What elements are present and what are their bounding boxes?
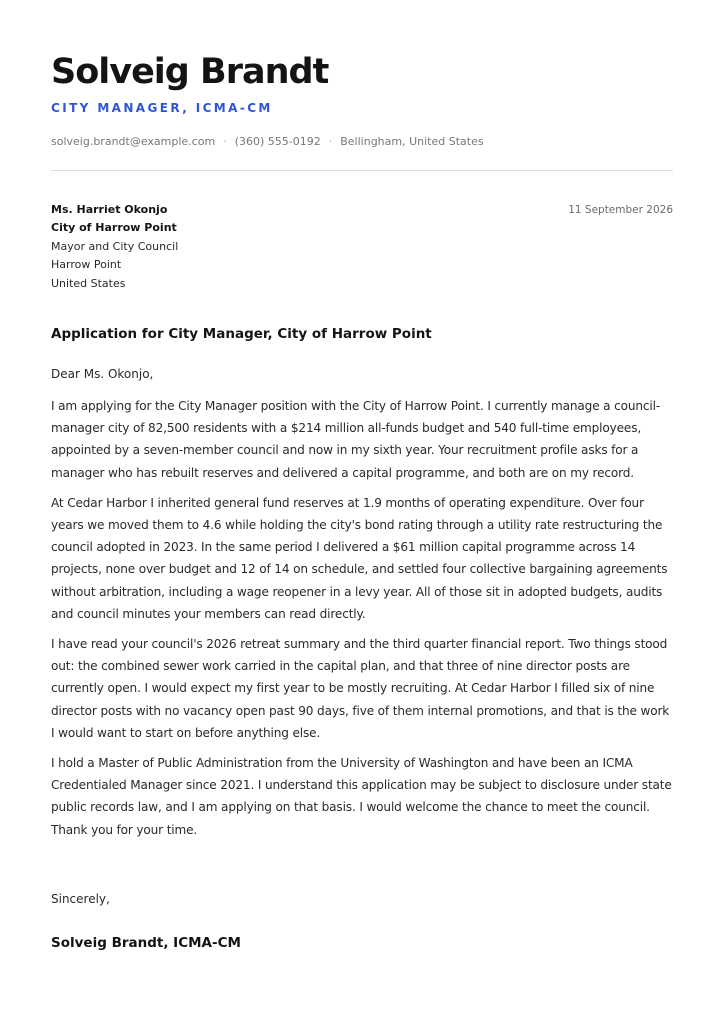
salutation: Dear Ms. Okonjo, bbox=[51, 367, 154, 381]
contact-location: Bellingham, United States bbox=[340, 135, 484, 148]
contact-separator: · bbox=[328, 135, 333, 148]
closing: Sincerely, bbox=[51, 892, 110, 906]
contact-phone[interactable]: (360) 555-0192 bbox=[234, 135, 321, 148]
body-paragraph: At Cedar Harbor I inherited general fund reserves at 1.9 months of operating expenditure. Over four years we moved them to 4.6 while holding the city's bond rating through a utility rate restructuring the council adopted in 2023. In the same period I delivered a $61 million capital programme across 14 projects, none over budget and 12 of 14 on schedule, and settled four collective bargaining agreements without arbitration, including a wage reopener in a levy year. All of those sit in adopted budgets, audits and council minutes your members can read directly. bbox=[51, 495, 668, 621]
body-paragraph: I am applying for the City Manager position with the City of Harrow Point. I currently manage a council-manager city of 82,500 residents with a $214 million all-funds budget and 540 full-time employees, appointed by a seven-member council and now in my sixth year. Your recruitment profile asks for a manager who has rebuilt reserves and delivered a capital programme, and both are on my record. bbox=[51, 399, 661, 480]
cover-letter-page bbox=[51, 0, 673, 1024]
body-paragraph: I hold a Master of Public Administration from the University of Washington and have been an ICMA Credentialed Manager since 2021. I understand this application may be subject to disclosure under state public records law, and I am applying on that basis. I would welcome the chance to meet the council. Thank you for your time. bbox=[51, 756, 672, 837]
recipient-country: United States bbox=[51, 276, 126, 290]
letter-subject: Application for City Manager, City of Harrow Point bbox=[51, 326, 432, 342]
recipient-address bbox=[51, 201, 178, 293]
signature: Solveig Brandt, ICMA-CM bbox=[51, 935, 241, 951]
header-divider bbox=[51, 170, 673, 171]
letter-body bbox=[51, 395, 673, 849]
applicant-name: Solveig Brandt bbox=[51, 52, 329, 92]
applicant-title: CITY MANAGER, ICMA-CM bbox=[51, 101, 273, 115]
body-paragraph: I have read your council's 2026 retreat summary and the third quarter financial report. Two things stood out: the combined sewer work carried in the capital plan, and that three of nine director posts are currently open. I would expect my first year to be mostly recruiting. At Cedar Harbor I filled six of nine director posts with no vacancy open past 90 days, five of them internal promotions, and that is the work I would want to start on before anything else. bbox=[51, 637, 670, 740]
recipient-name: Ms. Harriet Okonjo bbox=[51, 203, 168, 216]
letter-date: 11 September 2026 bbox=[568, 204, 673, 216]
contact-separator: · bbox=[223, 135, 227, 148]
recipient-city: Harrow Point bbox=[51, 258, 122, 272]
contact-line bbox=[51, 135, 484, 149]
contact-email[interactable]: solveig.brandt@example.com bbox=[51, 135, 216, 148]
recipient-department: Mayor and City Council bbox=[51, 239, 179, 253]
recipient-organization: City of Harrow Point bbox=[51, 221, 177, 235]
